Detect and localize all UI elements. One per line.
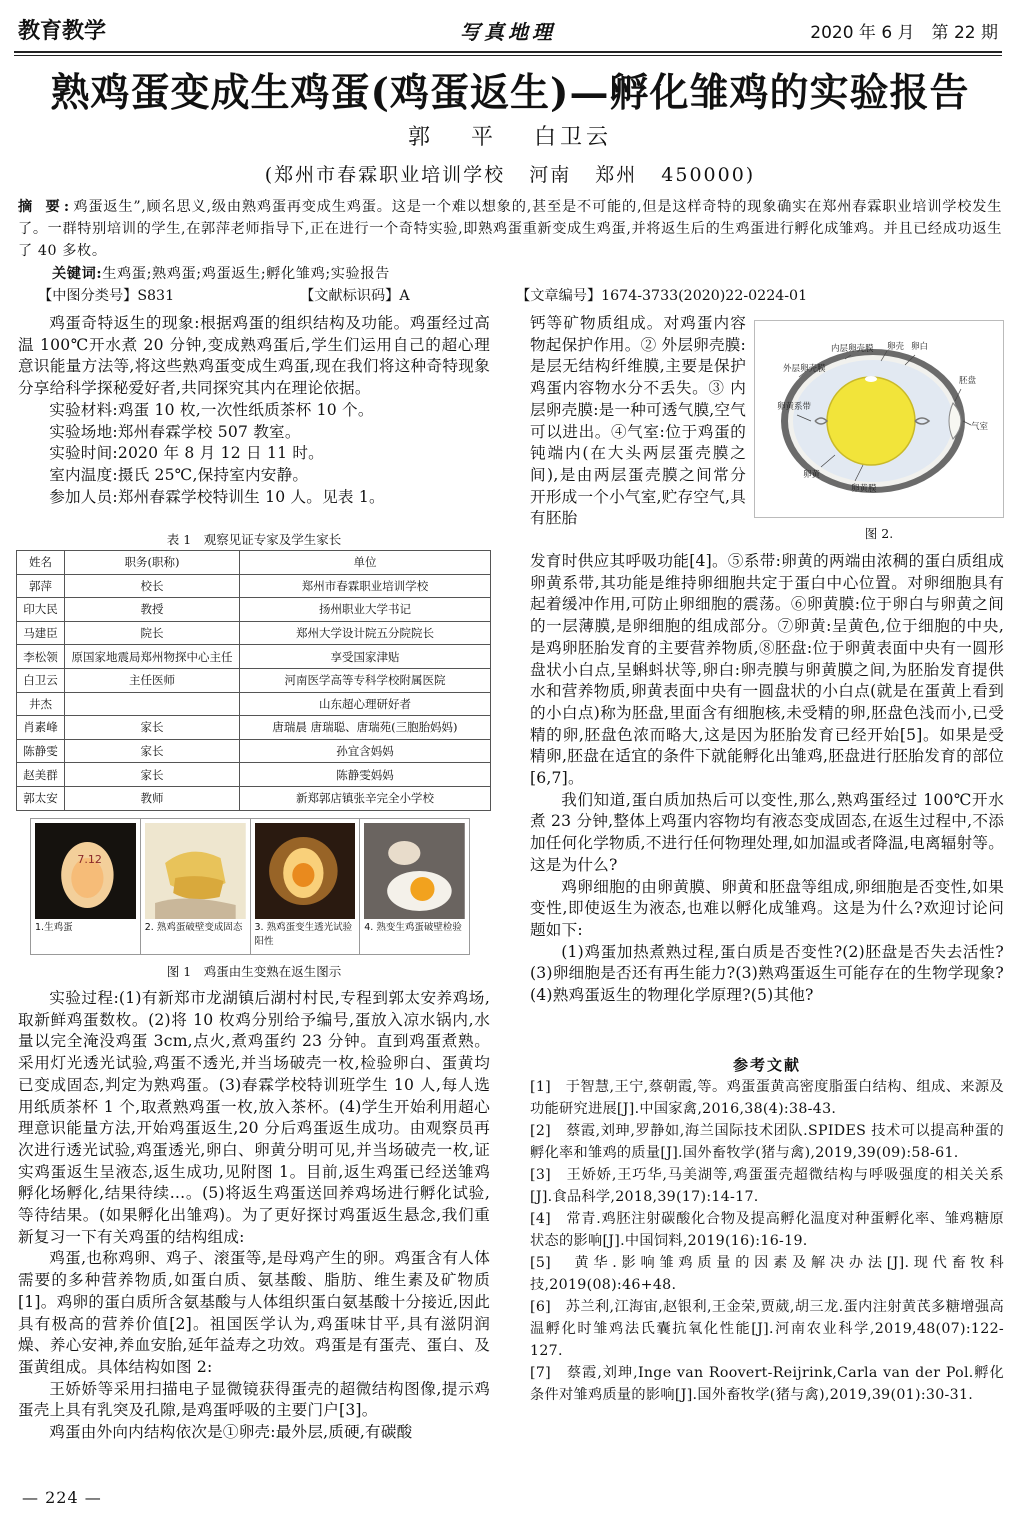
reference-item: [6] 苏兰利,江海宙,赵银利,王金荣,贾葳,胡三龙.蛋内注射黄芪多糖增强高温孵化时雏鸡法氏囊抗氧化性能[J].河南农业科学,2019,48(07):122-127. bbox=[530, 1299, 1004, 1359]
keywords-text: 生鸡蛋;熟鸡蛋;鸡蛋返生;孵化雏鸡;实验报告 bbox=[102, 266, 390, 282]
table-caption: 表 1 观察见证专家及学生家长 bbox=[166, 532, 342, 547]
document-code: 【文献标识码】A bbox=[300, 288, 410, 304]
venue-line: 实验场地:郑州春霖学校 507 教室。 bbox=[49, 422, 301, 441]
label-chalaza: 卵黄系带 bbox=[777, 402, 812, 412]
cell-position: 原国家地震局郑州物探中心主任 bbox=[65, 645, 240, 669]
running-header bbox=[18, 14, 998, 44]
question-paragraph: 我们知道,蛋白质加热后可以变性,那么,熟鸡蛋经过 100℃开水煮 23 分钟,整体上鸡蛋内容物均有液态变成固态,在返生过程中,不添加任何化学物质,不进行任何物理处理,如加温或者降温,电离辐射等。这是为什么? bbox=[530, 790, 1004, 874]
cell-position bbox=[65, 692, 240, 716]
broken-egg-image bbox=[364, 823, 465, 919]
keywords bbox=[52, 263, 1002, 285]
section-label: 教育教学 bbox=[18, 19, 107, 44]
shell-structure-text: 钙等矿物质组成。对鸡蛋内容物起保护作用。② 外层卵壳膜:是层无结构纤维膜,主要是保护鸡蛋内容物水分不丢失。③ 内层卵壳膜:是一种可透气膜,空气可以进出。④气室:位于鸡蛋的钝端内(在大头两层蛋壳膜之间),是由两层蛋壳膜之间常分开形成一个小气室,贮存空气,具有胚胎 bbox=[530, 314, 746, 528]
cell-position: 教授 bbox=[65, 598, 240, 622]
label-blastodisc: 胚盘 bbox=[959, 376, 977, 386]
cooked-egg-image bbox=[145, 823, 246, 919]
right-narrow-block bbox=[530, 313, 746, 530]
table-row bbox=[17, 739, 491, 763]
cell-name: 赵美群 bbox=[17, 763, 65, 787]
reference-item: [7] 蔡霞,刘珅,Inge van Roovert-Reijrink,Carla van der Pol.孵化条件对雏鸡质量的影响[J].国外畜牧学(猪与禽),2019,39(01):30-31. bbox=[530, 1365, 1004, 1403]
figure-1-caption: 图 1 鸡蛋由生变熟在返生图示 bbox=[166, 964, 342, 979]
cell-unit: 孙宜含妈妈 bbox=[240, 739, 491, 763]
discussion-paragraph: 鸡卵细胞的由卵黄膜、卵黄和胚盘等组成,卵细胞是否变性,如果变性,即使返生为液态,也难以孵化成雏鸡。这是为什么?欢迎讨论问题如下: bbox=[530, 877, 1004, 939]
materials-line: 实验材料:鸡蛋 10 枚,一次性纸质茶杯 10 个。 bbox=[49, 400, 374, 419]
figure-2-caption: 图 2. bbox=[864, 526, 894, 541]
article-number: 【文章编号】1674-3733(2020)22-0224-01 bbox=[516, 288, 808, 304]
table-row bbox=[17, 668, 491, 692]
cell-name: 白卫云 bbox=[17, 668, 65, 692]
egg-structure-diagram bbox=[755, 321, 1003, 517]
header-rule-thin bbox=[14, 55, 1002, 56]
photo-cooked-egg bbox=[141, 819, 251, 954]
photo-caption: 1.生鸡蛋 bbox=[35, 922, 73, 933]
table-row bbox=[17, 645, 491, 669]
journal-name: 写真地理 bbox=[460, 20, 556, 44]
affiliation: (郑州市春霖职业培训学校 河南 郑州 450000) bbox=[264, 164, 756, 186]
cell-unit: 新郑郭店镇张辛完全小学校 bbox=[240, 786, 491, 810]
cell-unit: 郑州市春霖职业培训学校 bbox=[240, 574, 491, 598]
figure-1 bbox=[30, 818, 470, 955]
observer-table bbox=[16, 550, 491, 811]
clc-number: 【中图分类号】S831 bbox=[38, 288, 175, 304]
abstract bbox=[18, 196, 1002, 262]
cell-position: 家长 bbox=[65, 739, 240, 763]
table-row bbox=[17, 598, 491, 622]
cell-name: 马建臣 bbox=[17, 621, 65, 645]
cell-name: 郭太安 bbox=[17, 786, 65, 810]
cell-position: 院长 bbox=[65, 621, 240, 645]
cell-unit: 唐瑞晨 唐瑞聪、唐瑞苑(三胞胎妈妈) bbox=[240, 716, 491, 740]
temperature-line: 室内温度:摄氏 25℃,保持室内安静。 bbox=[49, 465, 309, 484]
egg-mark: 7.12 bbox=[77, 853, 102, 866]
raw-egg-image bbox=[35, 823, 136, 919]
label-yolk-membrane: 卵黄膜 bbox=[851, 484, 877, 494]
photo-translucent-egg bbox=[251, 819, 361, 954]
photo-raw-egg bbox=[31, 819, 141, 954]
cell-name: 李松领 bbox=[17, 645, 65, 669]
photo-caption: 3. 熟鸡蛋变生透光试验阳性 bbox=[254, 922, 353, 947]
intro-paragraph: 鸡蛋奇特返生的现象:根据鸡蛋的组织结构及功能。鸡蛋经过高温 100℃开水煮 20 分钟,变成熟鸡蛋后,学生们运用自己的超心理意识能量方法等,将这些熟鸡蛋变成生鸡蛋,现在我们将这种奇特现象分享给科学探秘爱好者,共同探究其内在理论依据。 bbox=[18, 314, 490, 398]
label-outer-shell-membrane: 外层卵壳膜 bbox=[783, 364, 826, 374]
cell-position: 教师 bbox=[65, 786, 240, 810]
photo-caption: 4. 熟变生鸡蛋破壁检验 bbox=[364, 922, 462, 933]
label-albumen: 卵白 bbox=[911, 342, 929, 352]
classification-line bbox=[38, 285, 1002, 307]
keywords-label: 关键词: bbox=[52, 266, 103, 282]
questions-list: (1)鸡蛋加热煮熟过程,蛋白质是否变性?(2)胚盘是否失去活性?(3)卵细胞是否还有再生能力?(3)熟鸡蛋返生可能存在的生物学现象?(4)熟鸡蛋返生的物理化学原理?(5)其他? bbox=[530, 942, 1004, 1005]
reference-item: [4] 常青.鸡胚注射碳酸化合物及提高孵化温度对种蛋孵化率、雏鸡糖原状态的影响[J].中国饲料,2019(16):16-19. bbox=[530, 1211, 1004, 1249]
table-header-row bbox=[17, 551, 491, 575]
cell-position: 校长 bbox=[65, 574, 240, 598]
label-yolk: 卵黄 bbox=[803, 470, 821, 480]
cell-name: 郭萍 bbox=[17, 574, 65, 598]
cell-unit: 河南医学高等专科学校附属医院 bbox=[240, 668, 491, 692]
table-row bbox=[17, 574, 491, 598]
label-inner-shell-membrane: 内层卵壳膜 bbox=[831, 344, 874, 354]
table-row bbox=[17, 716, 491, 740]
figure-2 bbox=[754, 320, 1004, 518]
abstract-label: 摘 要: bbox=[18, 199, 74, 215]
time-line: 实验时间:2020 年 8 月 12 日 11 时。 bbox=[49, 444, 324, 463]
cell-name: 陈静雯 bbox=[17, 739, 65, 763]
reference-item: [2] 蔡霞,刘珅,罗静如,海兰国际技术团队.SPIDES 技术可以提高种蛋的孵化率和雏鸡的质量[J].国外畜牧学(猪与禽),2019,39(09):58-61. bbox=[530, 1123, 1004, 1161]
structure-detail-paragraph: 发育时供应其呼吸功能[4]。⑤系带:卵黄的两端由浓稠的蛋白质组成卵黄系带,其功能是维持卵细胞共定于蛋白中心位置。对卵细胞具有起着缓冲作用,可防止卵细胞的震荡。⑥卵黄膜:位于卵白与卵黄之间的一层薄膜,是卵细胞的组成部分。⑦卵黄:呈黄色,位于细胞的中央,是鸡卵胚胎发育的主要营养物质,⑧胚盘:位于卵黄表面中央有一圆形盘状小白点,呈蝌蚪状等,卵白:卵壳膜与卵黄膜之间,为胚胎发育提供水和营养物质,卵黄表面中央有一圆盘状的小白点(就是在蛋黄上看到的小白点)称为胚盘,里面含有细胞核,未受精的卵,胚盘色浅而小,已受精的卵,胚盘色浓而略大,这是因为胚胎发育已经开始[5]。如果是受精卵,胚盘在适宜的条件下就能孵化出雏鸡,胚盘进行胚胎发育的部位[6,7]。 bbox=[530, 552, 1004, 788]
table-row bbox=[17, 621, 491, 645]
reference-item: [3] 王娇娇,王巧华,马美湖等,鸡蛋蛋壳超微结构与呼吸强度的相关关系[J].食品科学,2018,39(17):14-17. bbox=[530, 1167, 1004, 1205]
cell-position: 主任医师 bbox=[65, 668, 240, 692]
header-rule bbox=[14, 51, 1002, 53]
references-heading: 参考文献 bbox=[732, 1056, 801, 1074]
issue-info: 2020 年 6 月 第 22 期 bbox=[810, 23, 998, 43]
process-block bbox=[18, 988, 490, 1444]
egg-description: 鸡蛋,也称鸡卵、鸡子、滚蛋等,是母鸡产生的卵。鸡蛋含有人体需要的多种营养物质,如蛋白质、氨基酸、脂肪、维生素及矿物质[1]。鸡卵的蛋白质所含氨基酸与人体组织蛋白氨基酸十分接近,因此具有极高的营养价值[2]。祖国医学认为,鸡蛋味甘平,具有滋阴润燥、养心安神,养血安胎,延年益寿之功效。鸡蛋是有蛋壳、蛋白、及蛋黄组成。具体结构如图 2: bbox=[18, 1249, 490, 1376]
right-full-block bbox=[530, 551, 1004, 1007]
abstract-text: 鸡蛋返生”,顾名思义,级由熟鸡蛋再变成生鸡蛋。这是一个难以想象的,甚至是不可能的,但是这样奇特的现象确实在郑州春霖职业培训学校发生了。一群特别培训的学生,在郭萍老师指导下,正在进行一个奇特实验,即熟鸡蛋重新变成生鸡蛋,并将返生后的生鸡蛋进行孵化成雏鸡。并且已经成功返生了 40 多枚。 bbox=[18, 199, 1003, 259]
intro-block bbox=[18, 313, 490, 508]
cell-name: 肖素峰 bbox=[17, 716, 65, 740]
cell-name: 姓名 bbox=[17, 551, 65, 575]
participants-line: 参加人员:郑州春霖学校特训生 10 人。见表 1。 bbox=[49, 487, 385, 506]
cell-unit: 享受国家津贴 bbox=[240, 645, 491, 669]
cell-unit: 陈静雯妈妈 bbox=[240, 763, 491, 787]
reference-item: [1] 于智慧,王宁,蔡朝霞,等。鸡蛋蛋黄高密度脂蛋白结构、组成、来源及功能研究进展[J].中国家禽,2016,38(4):38-43. bbox=[530, 1079, 1004, 1117]
authors: 郭 平 白卫云 bbox=[408, 125, 612, 150]
photo-caption: 2. 熟鸡蛋破壁变成固态 bbox=[144, 922, 243, 933]
cell-position: 家长 bbox=[65, 763, 240, 787]
cell-position: 职务(职称) bbox=[65, 551, 240, 575]
article-title: 熟鸡蛋变成生鸡蛋(鸡蛋返生)—孵化雏鸡的实验报告 bbox=[50, 70, 970, 116]
label-shell: 卵壳 bbox=[887, 342, 905, 352]
cell-unit: 扬州职业大学书记 bbox=[240, 598, 491, 622]
label-air-cell: 气室 bbox=[971, 422, 989, 432]
process-paragraph: 实验过程:(1)有新郑市龙湖镇后湖村村民,专程到郭太安养鸡场,取新鲜鸡蛋数枚。(2)将 10 枚鸡分别给予编号,蛋放入凉水锅内,水量以完全淹没鸡蛋 3cm,点火,煮鸡蛋约 23 分钟。直到鸡蛋煮熟。采用灯光透光试验,鸡蛋不透光,并当场破壳一枚,检验卵白、蛋黄均已变成固态,判定为熟鸡蛋。(3)春霖学校特训班学生 10 人,每人选用纸质茶杯 1 个,取煮熟鸡蛋一枚,放入茶杯。(4)学生开始利用超心理意识能量方法,开始鸡蛋返生,20 分后鸡蛋返生成功。由观察员再次进行透光试验,鸡蛋透光,卵白、卵黄分明可见,并当场破壳一枚,证实鸡蛋返生呈液态,返生成功,见附图 1。目前,返生鸡蛋已经送雏鸡孵化场孵化,结果待续…。(5)将返生鸡蛋送回养鸡场进行孵化试验,等待结果。(如果孵化出雏鸡)。为了更好探讨鸡蛋返生悬念,我们重新复习一下有关鸡蛋的结构组成: bbox=[18, 989, 490, 1246]
cell-name: 印大民 bbox=[17, 598, 65, 622]
structure-paragraph: 鸡蛋由外向内结构依次是①卵壳:最外层,质硬,有碳酸 bbox=[49, 1423, 413, 1442]
eggshell-paragraph: 王娇娇等采用扫描电子显微镜获得蛋壳的超微结构图像,提示鸡蛋壳上具有乳突及孔隙,是鸡蛋呼吸的主要门户[3]。 bbox=[18, 1379, 490, 1420]
cell-unit: 单位 bbox=[240, 551, 491, 575]
photo-broken-egg bbox=[360, 819, 469, 954]
table-row bbox=[17, 692, 491, 716]
references-list bbox=[530, 1076, 1004, 1406]
cell-unit: 郑州大学设计院五分院院长 bbox=[240, 621, 491, 645]
translucent-egg-image bbox=[255, 823, 356, 919]
cell-name: 井杰 bbox=[17, 692, 65, 716]
cell-unit: 山东超心理研好者 bbox=[240, 692, 491, 716]
page-number: — 224 — bbox=[22, 1488, 102, 1507]
cell-position: 家长 bbox=[65, 716, 240, 740]
reference-item: [5] 黄华.影响雏鸡质量的因素及解决办法[J].现代畜牧科技,2019(08):46+48. bbox=[530, 1255, 1004, 1293]
table-row bbox=[17, 763, 491, 787]
table-row bbox=[17, 786, 491, 810]
